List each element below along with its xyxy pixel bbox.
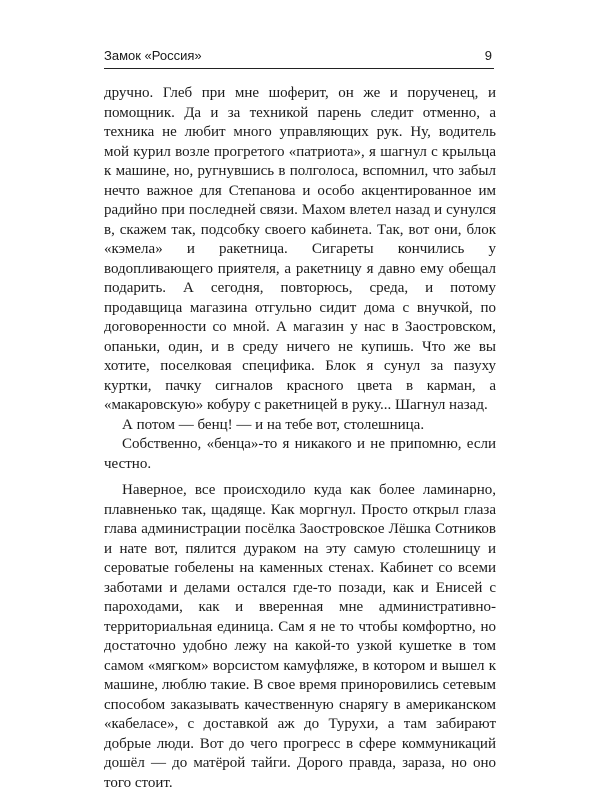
running-header — [104, 44, 494, 69]
body-text — [104, 84, 496, 793]
running-title: Замок «Россия» — [104, 48, 202, 63]
paragraph: дручно. Глеб при мне шоферит, он же и порученец, и помощник. Да и за техникой парень следит отменно, а техника не любит много управляющих рук. Ну, водитель мой курил возле прогретого «патриота», я шагнул с крыльца к машине, но, ругнувшись в полголоса, вспомнил, что забыл нечто важное для Степанова и особо акцентированное им радийно при последней связи. Махом влетел назад и сунулся в, скажем так, подсобку своего кабинета. Так, вот они, блок «кэмела» и ракетница. Сигареты кончились у водопливающего приятеля, а ракетницу я давно ему обещал подарить. А сегодня, повторюсь, среда, и потому продавщица магазина отгульно сидит дома с внучкой, по договоренности со мной. А магазин у нас в Заостровском, опаньки, один, и в среду ничего не купишь. Что же вы хотите, поселковая специфика. Блок я сунул за пазуху куртки, пачку сигналов красного цвета в карман, а «макаровскую» кобуру с ракетницей в руку... Шагнул назад. — [104, 85, 496, 413]
page-number: 9 — [484, 48, 492, 63]
paragraph: Собственно, «бенца»-то я никакого и не припомню, если честно. — [104, 436, 496, 472]
paragraph: А потом — бенц! — и на тебе вот, столешница. — [122, 416, 425, 433]
paragraph: Наверное, все происходило куда как более ламинарно, плавненько так, щадяще. Как моргнул. Просто открыл глаза глава администрации посёлка Заостровское Лёшка Сотников и нате вот, пялится дураком на эту самую столешницу и сероватые гобелены на каменных стенах. Кабинет со всеми заботами и делами остался где-то позади, как и Енисей с пароходами, как и вверенная мне административно-территориальная единица. Сам я не то чтобы комфортно, но достаточно удобно лежу на какой-то узкой кушетке в том самом «мягком» ворсистом камуфляже, в котором и вышел к машине, люблю такие. В свое время приноровились сетевым способом заказывать качественную снарягу в американском «кабеласе», с доставкой аж до Турухи, а там забирают добрые люди. Вот до чего прогресс в сфере коммуникаций дошёл — до матёрой тайги. Дорого правда, зараза, но оно того стоит. — [104, 482, 496, 791]
